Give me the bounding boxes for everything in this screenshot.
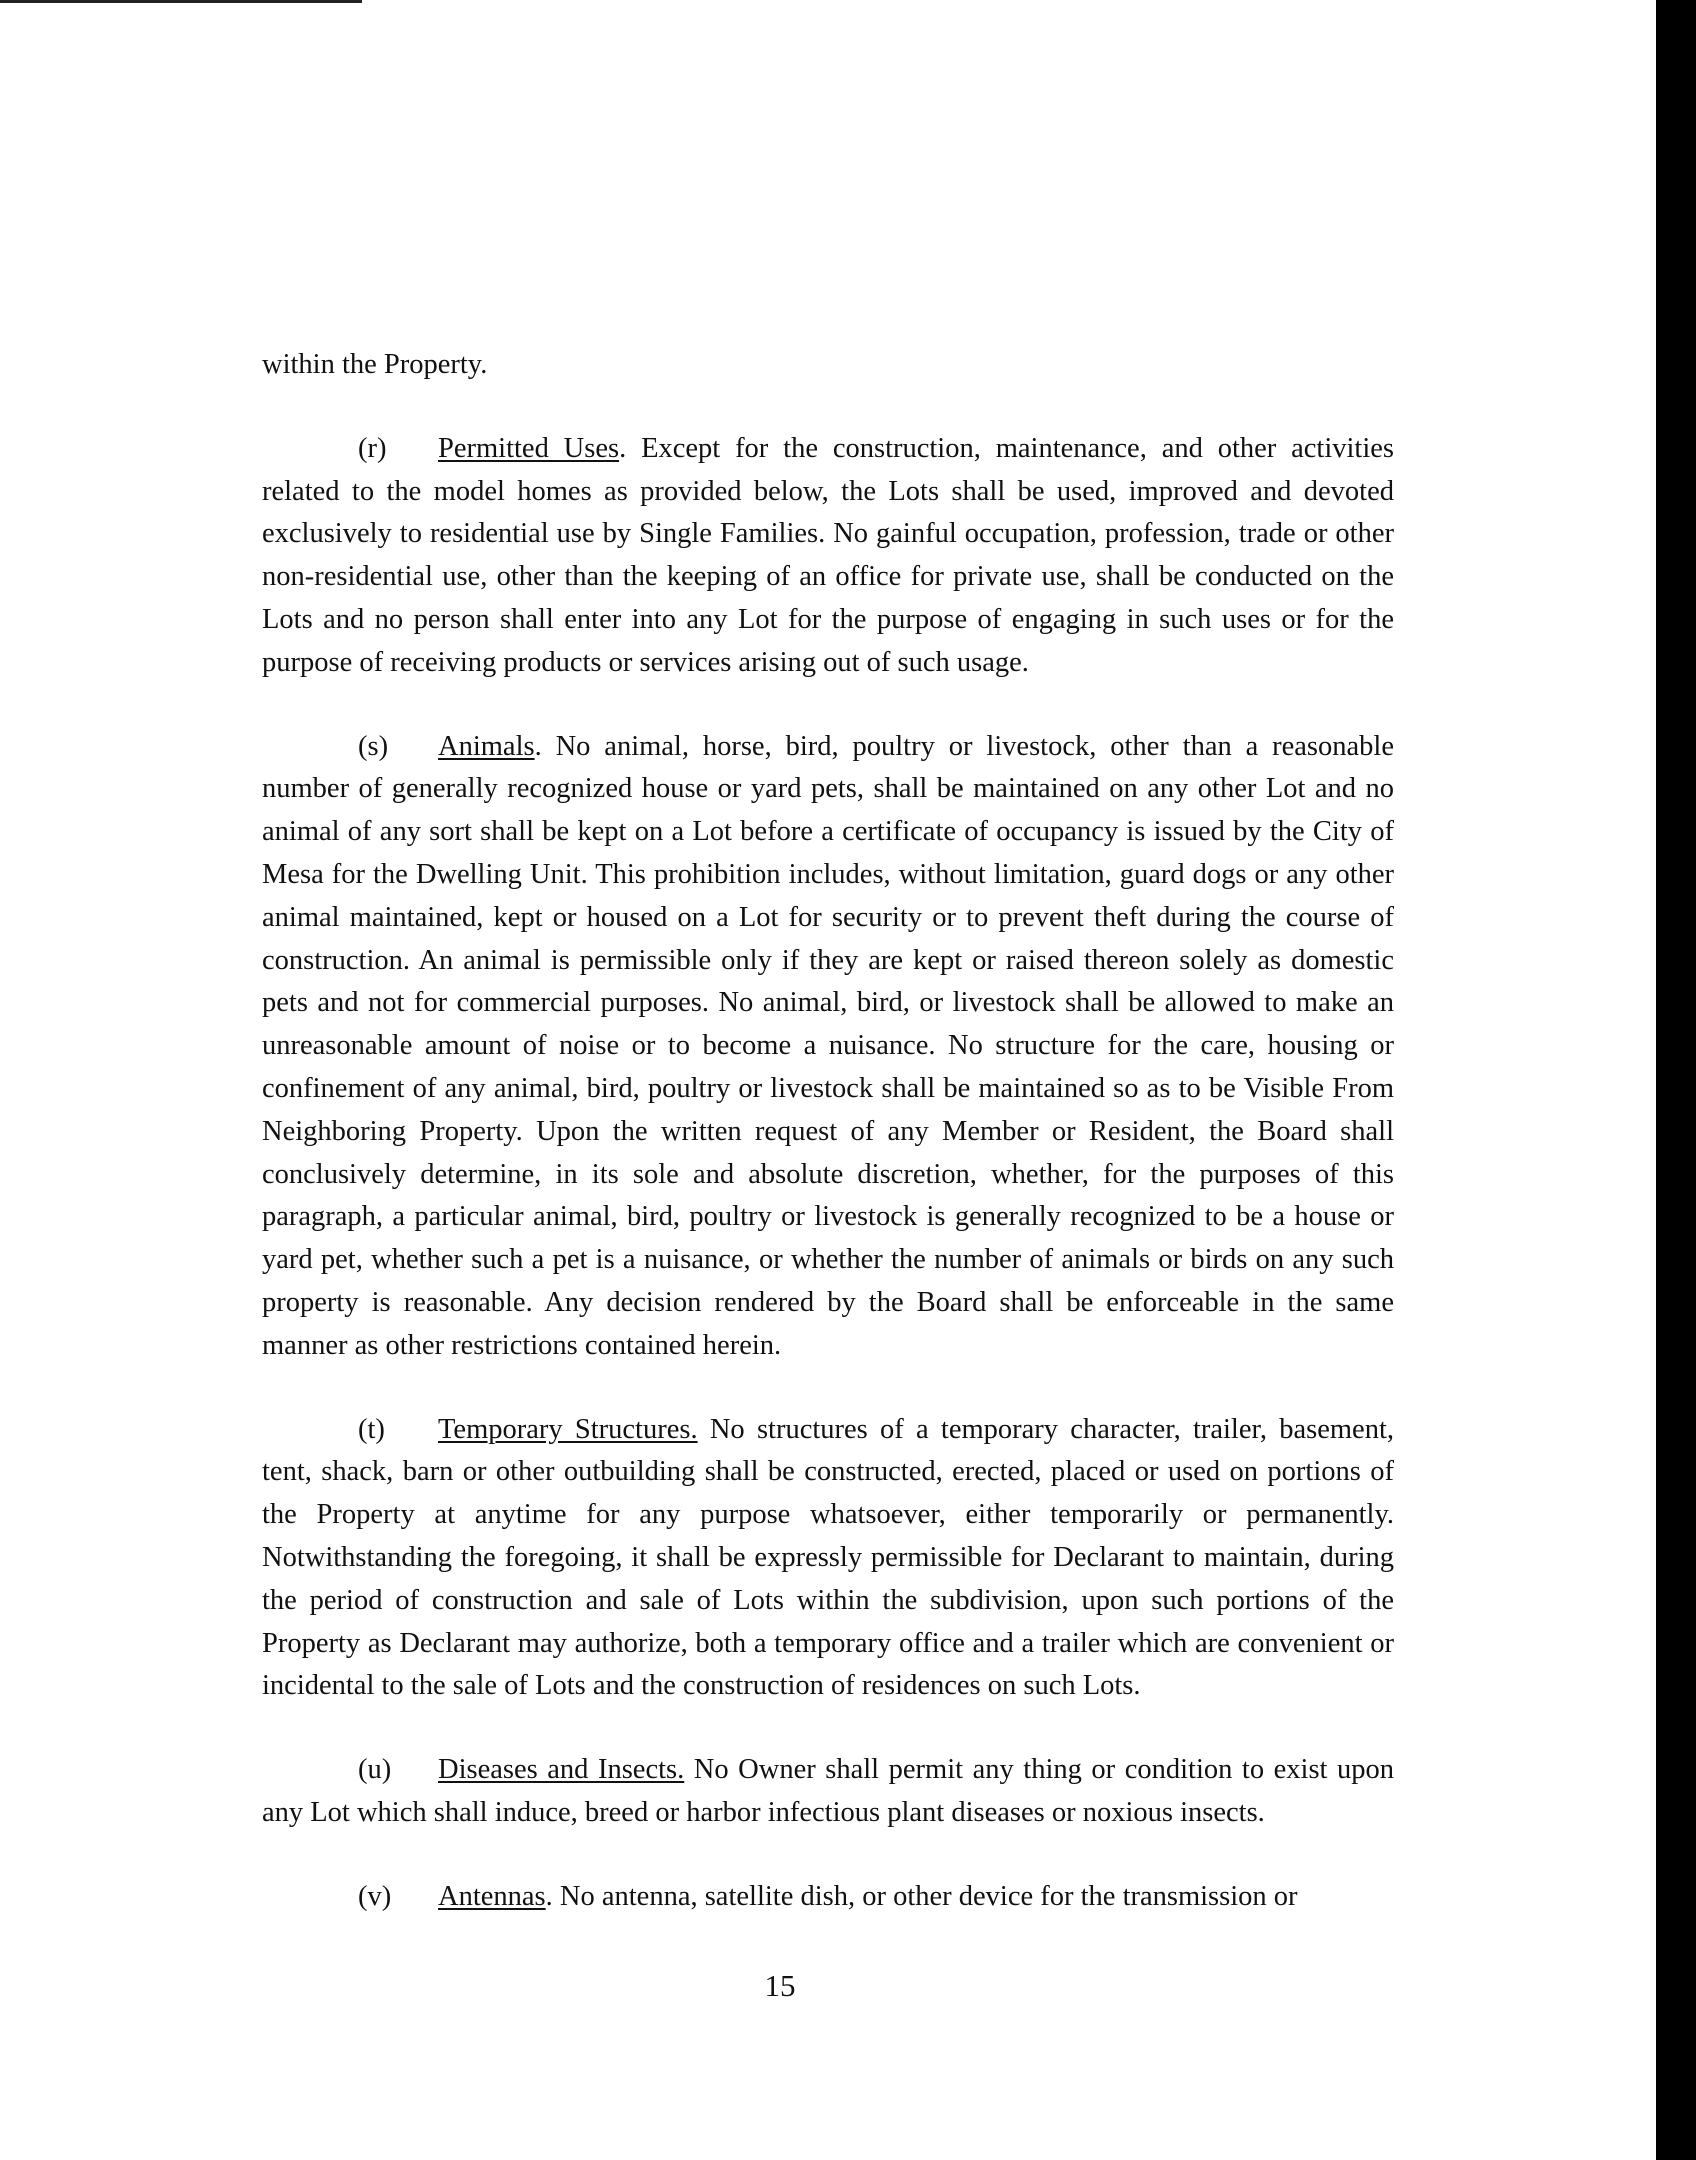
- section-t-heading: Temporary Structures.: [438, 1413, 698, 1445]
- section-r-heading: Permitted Uses: [438, 432, 620, 464]
- section-s-body: No animal, horse, bird, poultry or livestock, other than a reasonable number of generally recognized house or yard pets, shall be maintained on any other Lot and no animal of any sort shall be kept on a Lot before a certificate of occupancy is issued by the City of Mesa for the Dwelling Unit. This prohibition includes, without limitation, guard dogs or any other animal maintained, kept or housed on a Lot for security or to prevent theft during the course of construction. An animal is permissible only if they are kept or raised thereon solely as domestic pets and not for commercial purposes. No animal, bird, or livestock shall be allowed to make an unreasonable amount of noise or to become a nuisance. No structure for the care, housing or confinement of any animal, bird, poultry or livestock shall be maintained so as to be Visible From Neighboring Property. Upon the written request of any Member or Resident, the Board shall conclusively determine, in its sole and absolute discretion, whether, for the purposes of this paragraph, a particular animal, bird, poultry or livestock is generally recognized to be a house or yard pet, whether such a pet is a nuisance, or whether the number of animals or birds on any such property is reasonable. Any decision rendered by the Board shall be enforceable in the same manner as other restrictions contained herein.: [262, 730, 1394, 1361]
- section-r-label: (r): [358, 432, 387, 464]
- section-t-body: No structures of a temporary character, trailer, basement, tent, shack, barn or other outbuilding shall be constructed, erected, placed or used on portions of the Property at anytime for any purpose whatsoever, either temporarily or permanently. Notwithstanding the foregoing, it shall be expressly permissible for Declarant to maintain, during the period of construction and sale of Lots within the subdivision, upon such portions of the Property as Declarant may authorize, both a temporary office and a trailer which are convenient or incidental to the sale of Lots and the construction of residences on such Lots.: [262, 1413, 1394, 1702]
- section-u-heading: Diseases and Insects.: [438, 1754, 685, 1786]
- section-r-body: Except for the construction, maintenance, and other activities related to the model homes as provided below, the Lots shall be used, improved and devoted exclusively to residential use by Single Families. No gainful occupation, profession, trade or other non-residential use, other than the keeping of an office for private use, shall be conducted on the Lots and no person shall enter into any Lot for the purpose of engaging in such uses or for the purpose of receiving products or services arising out of such usage.: [262, 432, 1394, 678]
- section-u-body: No Owner shall permit any thing or condition to exist upon any Lot which shall induce, breed or harbor infectious plant diseases or noxious insects.: [262, 1754, 1394, 1828]
- scan-right-edge: [1656, 0, 1696, 2160]
- section-s-label: (s): [358, 730, 389, 762]
- scan-top-rule: [0, 0, 362, 3]
- intro-line: within the Property.: [262, 349, 488, 380]
- section-v-heading: Antennas: [438, 1880, 546, 1912]
- section-v-body: No antenna, satellite dish, or other device for the transmission or: [552, 1880, 1298, 1912]
- section-v-label: (v): [358, 1880, 392, 1912]
- section-v-paragraph: [262, 1876, 1394, 1919]
- page-number: 15: [764, 1968, 796, 2003]
- section-s-heading: Animals: [438, 730, 535, 762]
- section-r-heading-suffix: .: [619, 432, 627, 464]
- section-t-paragraph: [262, 1409, 1394, 1709]
- section-s-heading-suffix: .: [534, 730, 542, 762]
- section-t-label: (t): [358, 1413, 385, 1445]
- section-v-heading-suffix: .: [545, 1880, 553, 1912]
- section-s-paragraph: [262, 726, 1394, 1368]
- page-body: [262, 344, 1394, 1919]
- section-u-paragraph: [262, 1749, 1394, 1835]
- section-r-paragraph: [262, 428, 1394, 685]
- section-u-label: (u): [358, 1754, 392, 1786]
